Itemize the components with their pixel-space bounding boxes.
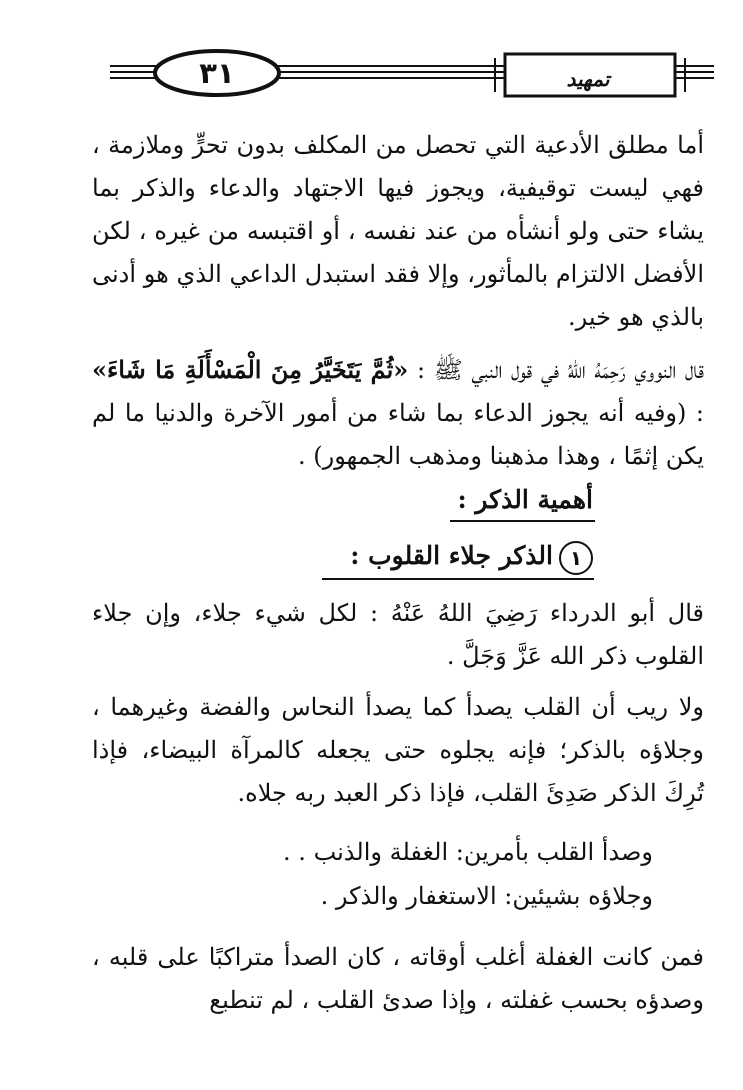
- paragraph-2: [92, 348, 704, 478]
- running-title: تمهيد: [566, 67, 610, 91]
- subsection-heading-underline: [322, 578, 594, 580]
- section-heading-underline: [450, 520, 595, 522]
- paragraph-4: ولا ريب أن القلب يصدأ كما يصدأ النحاس والفضة وغيرهما ، وجلاؤه بالذكر؛ فإنه يجلوه حتى يجعله كالمرآة البيضاء، فإذا تُرِكَ الذكر صَدِئَ القلب، فإذا ذكر العبد ربه جلاه.: [92, 693, 704, 807]
- subsection-number: ١: [559, 541, 593, 575]
- paragraph-1: أما مطلق الأدعية التي تحصل من المكلف بدون تحرٍّ وملازمة ، فهي ليست توقيفية، ويجوز فيها الاجتهاد والدعاء والذكر بما يشاء حتى ولو أنشأه من عند نفسه ، أو اقتبسه من غيره ، لكن الأفضل الالتزام بالمأثور، وإلا فقد استبدل الداعي الذي هو أدنى بالذي هو خير.: [92, 131, 704, 331]
- rust-causes-line: وصدأ القلب بأمرين: الغفلة والذنب . .: [283, 838, 653, 866]
- paragraph-5: فمن كانت الغفلة أغلب أوقاته ، كان الصدأ متراكبًا على قلبه ، وصدؤه بحسب غفلته ، وإذا صدئ القلب ، لم تنطبع: [92, 943, 704, 1014]
- polish-means-line: وجلاؤه بشيئين: الاستغفار والذكر .: [320, 882, 653, 910]
- page-number: ٣١: [199, 56, 235, 90]
- page-header: [110, 38, 714, 108]
- section-heading: أهمية الذكر :: [457, 485, 593, 514]
- hadith-quote: «ثُمَّ يَتَخَيَّرُ مِنَ الْمَسْأَلَةِ مَا شَاءَ»: [92, 355, 409, 384]
- paragraph-2-commentary: : (وفيه أنه يجوز الدعاء بما شاء من أمور الآخرة والدنيا ما لم يكن إثمًا ، وهذا مذهبنا ومذهب الجمهور) .: [92, 399, 704, 470]
- subsection-heading: [350, 536, 593, 576]
- paragraph-2-intro: قال النووي رَحِمَهُ اللهُ في قول النبي ﷺ :: [408, 356, 704, 384]
- subsection-title: الذكر جلاء القلوب :: [350, 541, 553, 570]
- paragraph-3: قال أبو الدرداء رَضِيَ اللهُ عَنْهُ : لكل شيء جلاء، وإن جلاء القلوب ذكر الله عَزَّ وَجَلَّ .: [92, 599, 704, 670]
